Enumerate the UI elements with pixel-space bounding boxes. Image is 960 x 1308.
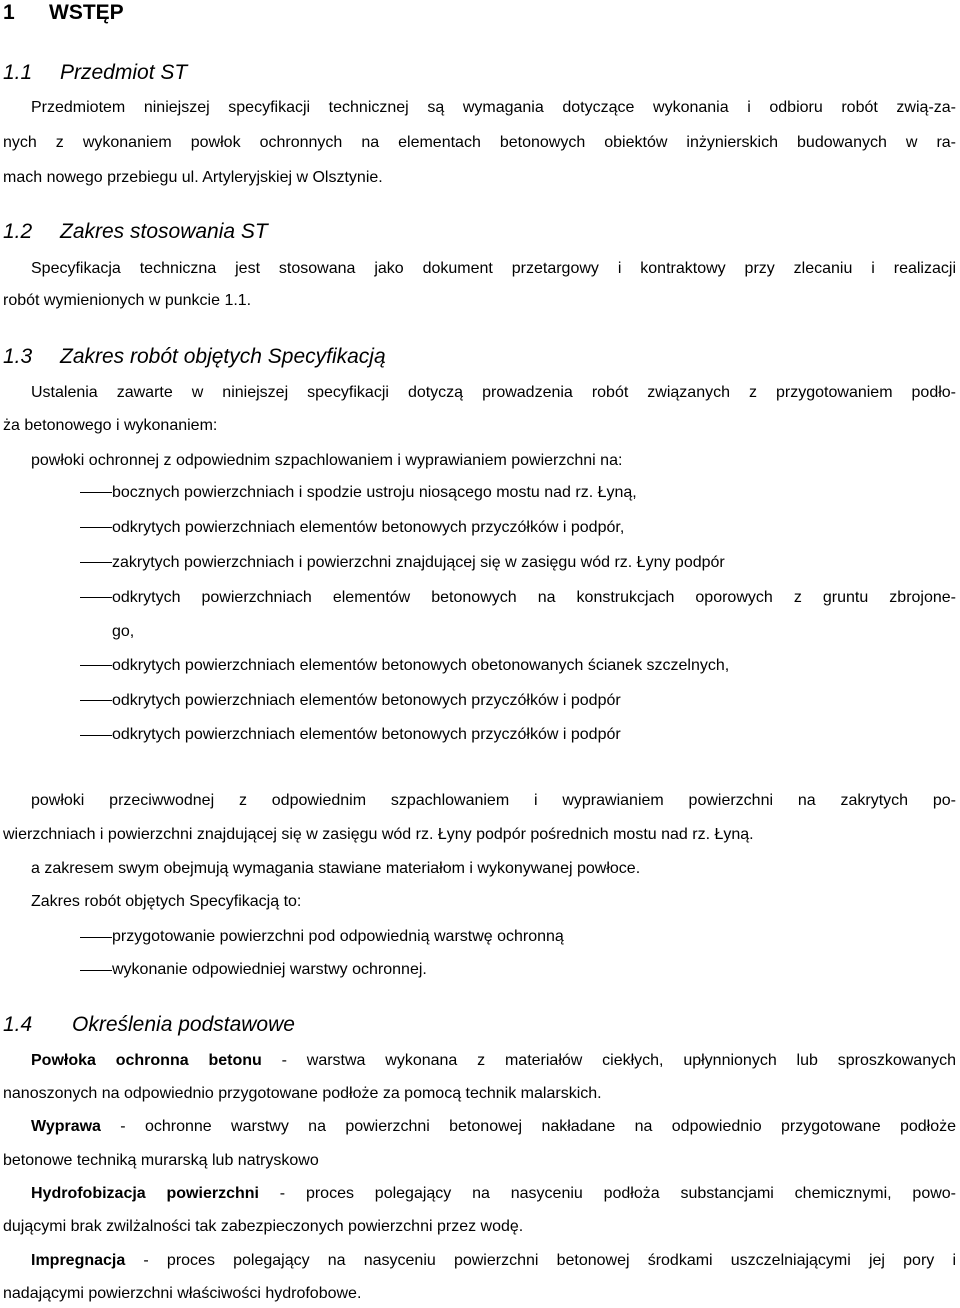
- subsection-heading-1-3: [3, 344, 386, 370]
- paragraph-line: wierzchniach i powierzchni znajdującej się w zasięgu wód rz. Łyny podpór pośrednich mostu nad rz. Łyną.: [3, 826, 754, 843]
- paragraph-line: robót wymienionych w punkcie 1.1.: [3, 292, 252, 309]
- paragraph-line: nych z wykonaniem powłok ochronnych na elementach betonowych obiektów inżynierskich budowanych w ra-: [3, 134, 956, 151]
- list-dash: [80, 700, 112, 701]
- definition-line: [31, 1183, 956, 1205]
- subsection-title: Zakres robót objętych Specyfikacją: [60, 345, 386, 368]
- definition-text: - ochronne warstwy na powierzchni betonowej nakładane na odpowiednio przygotowane podłoże: [100, 1118, 956, 1135]
- list-dash: [80, 735, 112, 736]
- list-dash: [80, 597, 112, 598]
- paragraph-line: Zakres robót objętych Specyfikacją to:: [31, 893, 302, 910]
- section-heading-1: [3, 0, 124, 26]
- paragraph-line: Specyfikacja techniczna jest stosowana jako dokument przetargowy i kontraktowy przy zlecaniu i realizacji: [31, 260, 956, 277]
- list-item: wykonanie odpowiedniej warstwy ochronnej.: [112, 961, 427, 978]
- definition-term: Powłoka ochronna betonu: [31, 1052, 262, 1069]
- list-item: odkrytych powierzchniach elementów betonowych przyczółków i podpór: [112, 692, 621, 709]
- list-item: odkrytych powierzchniach elementów betonowych na konstrukcjach oporowych z gruntu zbrojone-: [112, 589, 956, 606]
- subsection-title: Określenia podstawowe: [72, 1013, 295, 1036]
- definition-text: - warstwa wykonana z materiałów ciekłych, upłynnionych lub sproszkowanych: [261, 1052, 957, 1069]
- paragraph-line: a zakresem swym obejmują wymagania stawiane materiałom i wykonywanej powłoce.: [31, 860, 641, 877]
- paragraph-line: Przedmiotem niniejszej specyfikacji technicznej są wymagania dotyczące wykonania i odbioru robót zwią-za-: [31, 99, 956, 116]
- definition-line: [31, 1050, 956, 1072]
- subsection-heading-1-4: [3, 1012, 295, 1038]
- list-item-continuation: go,: [112, 623, 135, 640]
- subsection-heading-1-2: [3, 219, 268, 245]
- paragraph-line: powłoki ochronnej z odpowiednim szpachlowaniem i wyprawianiem powierzchni na:: [31, 452, 623, 469]
- subsection-heading-1-1: [3, 60, 187, 86]
- list-dash: [80, 527, 112, 528]
- subsection-number: 1.3: [3, 345, 33, 368]
- definition-text: - proces polegający na nasyceniu powierzchni betonowej środkami uszczelniającymi jej pory i: [125, 1252, 956, 1269]
- list-item: przygotowanie powierzchni pod odpowiednią warstwę ochronną: [112, 928, 564, 945]
- definition-term: Hydrofobizacja powierzchni: [31, 1185, 259, 1202]
- list-dash: [80, 970, 112, 971]
- paragraph-line: Ustalenia zawarte w niniejszej specyfikacji dotyczą prowadzenia robót związanych z przygotowaniem podło-: [31, 384, 956, 401]
- paragraph-line: ża betonowego i wykonaniem:: [3, 417, 218, 434]
- subsection-number: 1.2: [3, 220, 33, 243]
- definition-line: nanoszonych na odpowiednio przygotowane podłoże za pomocą technik malarskich.: [3, 1085, 602, 1102]
- definition-term: Wyprawa: [31, 1118, 101, 1135]
- definition-line: [31, 1250, 956, 1272]
- definition-line: nadającymi powierzchni właściwości hydrofobowe.: [3, 1285, 362, 1302]
- subsection-number: 1.4: [3, 1013, 33, 1036]
- list-dash: [80, 492, 112, 493]
- section-number: 1: [3, 1, 15, 24]
- definition-line: dującymi brak zwilżalności tak zabezpieczonych powierzchni przez wodę.: [3, 1218, 524, 1235]
- list-item: odkrytych powierzchniach elementów betonowych przyczółków i podpór: [112, 726, 621, 743]
- list-item: zakrytych powierzchniach i powierzchni znajdującej się w zasięgu wód rz. Łyny podpór: [112, 554, 725, 571]
- subsection-number: 1.1: [3, 61, 33, 84]
- section-title: WSTĘP: [49, 1, 124, 24]
- list-dash: [80, 665, 112, 666]
- paragraph-line: powłoki przeciwwodnej z odpowiednim szpachlowaniem i wyprawianiem powierzchni na zakrytych po-: [31, 792, 956, 809]
- list-dash: [80, 937, 112, 938]
- list-dash: [80, 562, 112, 563]
- definition-text: - proces polegający na nasyceniu podłoża substancjami chemicznymi, powo-: [258, 1185, 956, 1202]
- list-item: odkrytych powierzchniach elementów betonowych obetonowanych ścianek szczelnych,: [112, 657, 730, 674]
- subsection-title: Przedmiot ST: [60, 61, 188, 84]
- definition-line: [31, 1116, 956, 1138]
- list-item: bocznych powierzchniach i spodzie ustroju niosącego mostu nad rz. Łyną,: [112, 484, 637, 501]
- subsection-title: Zakres stosowania ST: [60, 220, 268, 243]
- paragraph-line: mach nowego przebiegu ul. Artyleryjskiej w Olsztynie.: [3, 169, 383, 186]
- list-item: odkrytych powierzchniach elementów betonowych przyczółków i podpór,: [112, 519, 625, 536]
- definition-term: Impregnacja: [31, 1252, 126, 1269]
- definition-line: betonowe techniką murarską lub natryskowo: [3, 1152, 319, 1169]
